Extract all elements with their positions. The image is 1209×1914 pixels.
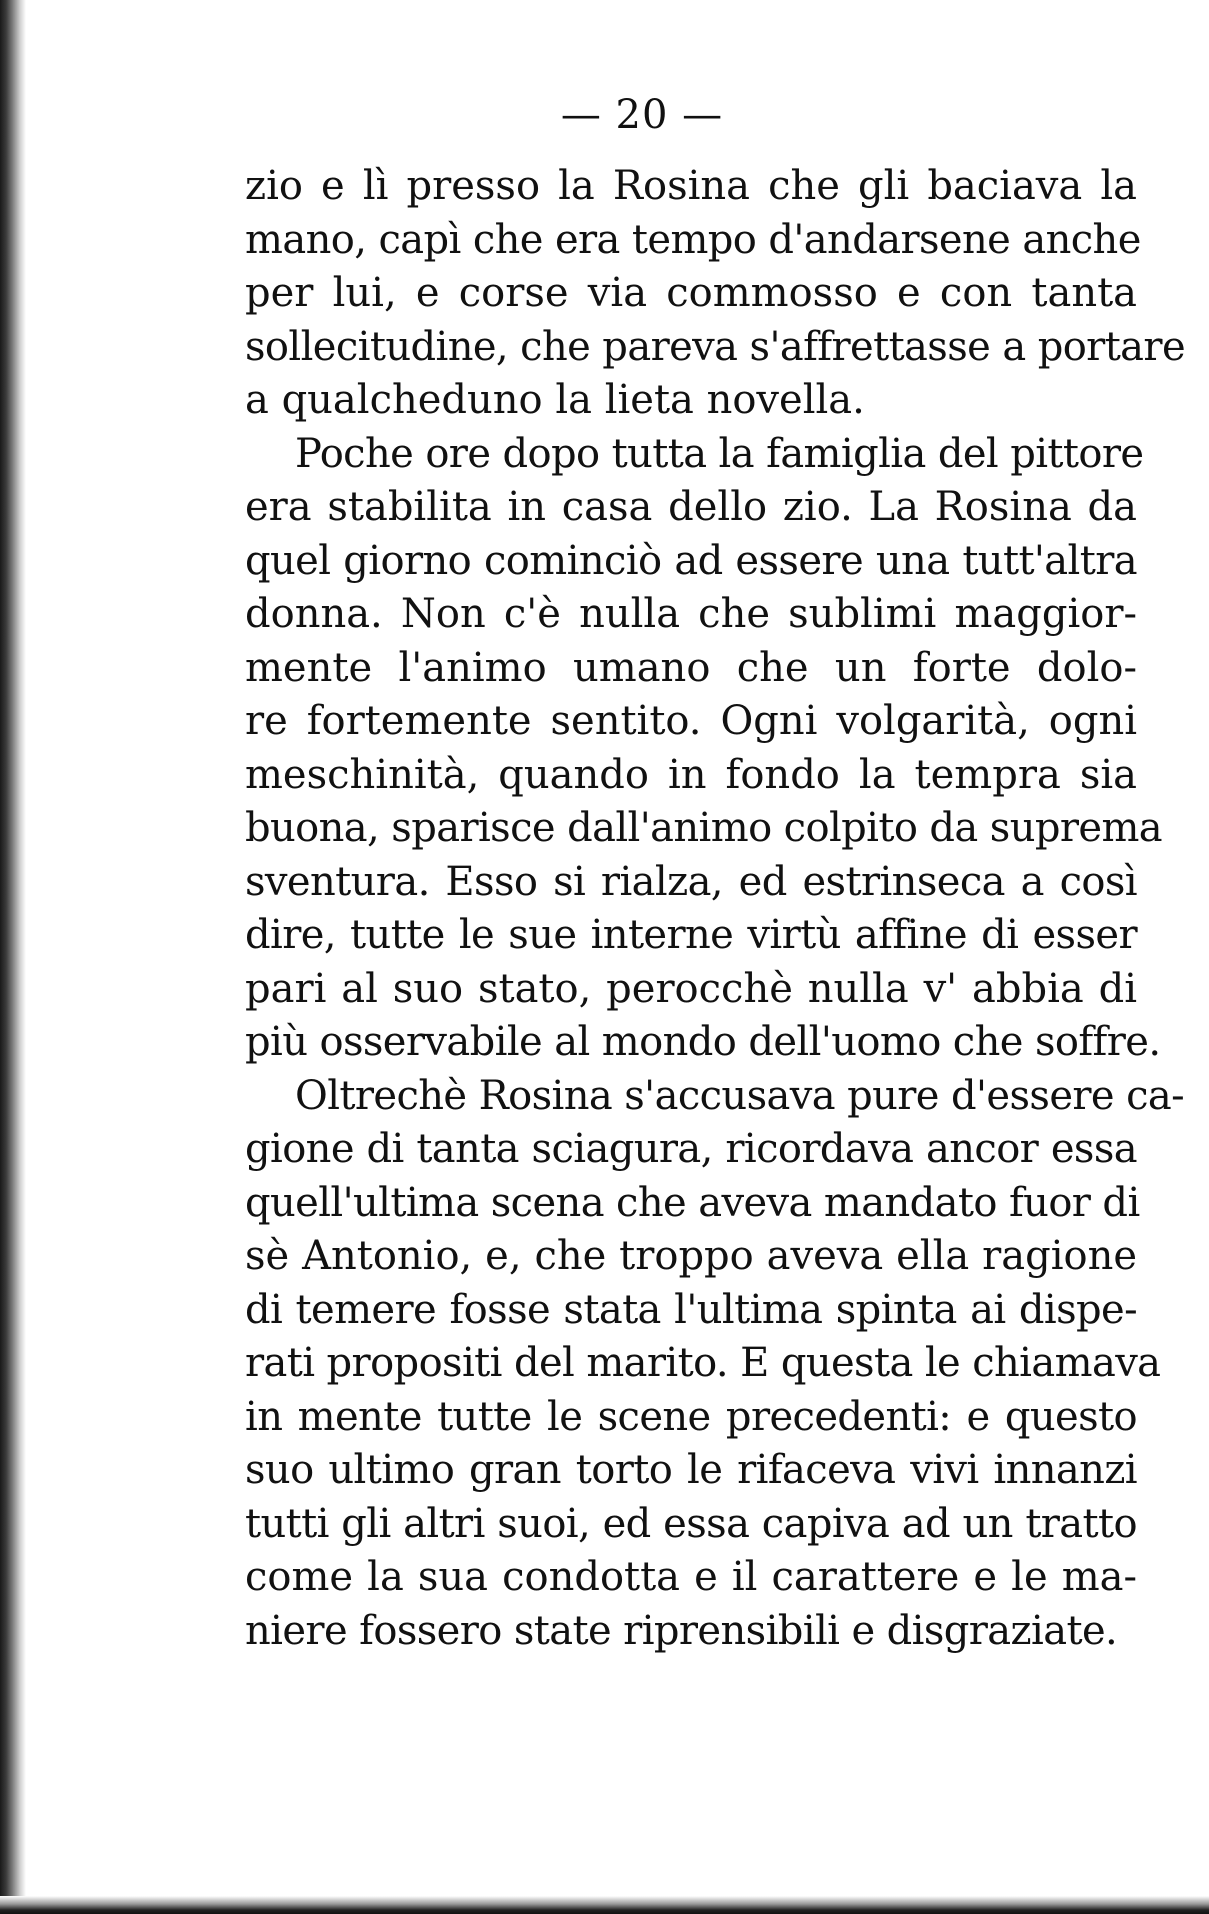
text-line: gione di tanta sciagura, ricordava ancor essa: [245, 1126, 1137, 1172]
page-bottom-edge: [0, 1896, 1209, 1914]
text-line: buona, sparisce dall'animo colpito da suprema: [245, 805, 1163, 851]
text-line: quell'ultima scena che aveva mandato fuor di: [245, 1179, 1140, 1226]
text-line: suo ultimo gran torto le rifaceva vivi innanzi: [245, 1447, 1137, 1493]
text-line: per lui, e corse via commosso e con tanta: [245, 270, 1137, 316]
text-line: pari al suo stato, perocchè nulla v' abbia di: [245, 965, 1137, 1012]
text-line: Oltrechè Rosina s'accusava pure d'essere ca-: [295, 1072, 1185, 1119]
page-binding-edge: [0, 0, 26, 1914]
text-line: rati propositi del marito. E questa le chiamava: [245, 1340, 1161, 1386]
text-line: in mente tutte le scene precedenti: e questo: [245, 1393, 1137, 1440]
text-line: re fortemente sentito. Ogni volgarità, ogni: [245, 698, 1137, 744]
text-line: mente l'animo umano che un forte dolo-: [245, 644, 1137, 691]
text-line: meschinità, quando in fondo la tempra sia: [245, 751, 1137, 798]
text-line: sollecitudine, che pareva s'affrettasse a portare: [245, 323, 1186, 370]
body-text: [245, 160, 1186, 1658]
text-line: niere fossero state riprensibili e disgraziate.: [245, 1607, 1118, 1654]
text-line: dire, tutte le sue interne virtù affine di esser: [245, 912, 1137, 958]
text-line: Poche ore dopo tutta la famiglia del pittore: [295, 430, 1144, 477]
text-line: come la sua condotta e il carattere e le ma-: [245, 1554, 1137, 1600]
text-line: più osservabile al mondo dell'uomo che soffre.: [245, 1019, 1161, 1065]
page-number: — 20 —: [560, 92, 724, 138]
text-line: sè Antonio, e, che troppo aveva ella ragione: [245, 1233, 1137, 1279]
text-line: di temere fosse stata l'ultima spinta ai dispe-: [245, 1286, 1137, 1333]
text-line: era stabilita in casa dello zio. La Rosina da: [245, 484, 1137, 530]
paragraph: [245, 428, 1163, 1070]
paragraph: [245, 160, 1186, 428]
text-line: a qualcheduno la lieta novella.: [245, 377, 865, 423]
text-line: mano, capì che era tempo d'andarsene anche: [245, 216, 1141, 263]
text-line: tutti gli altri suoi, ed essa capiva ad un tratto: [245, 1500, 1137, 1547]
text-line: zio e lì presso la Rosina che gli baciava la: [245, 163, 1137, 209]
text-line: sventura. Esso si rialza, ed estrinseca a così: [245, 858, 1137, 905]
paragraph: [245, 1070, 1185, 1659]
text-line: quel giorno cominciò ad essere una tutt'altra: [245, 537, 1137, 584]
text-line: donna. Non c'è nulla che sublimi maggior-: [245, 591, 1137, 637]
